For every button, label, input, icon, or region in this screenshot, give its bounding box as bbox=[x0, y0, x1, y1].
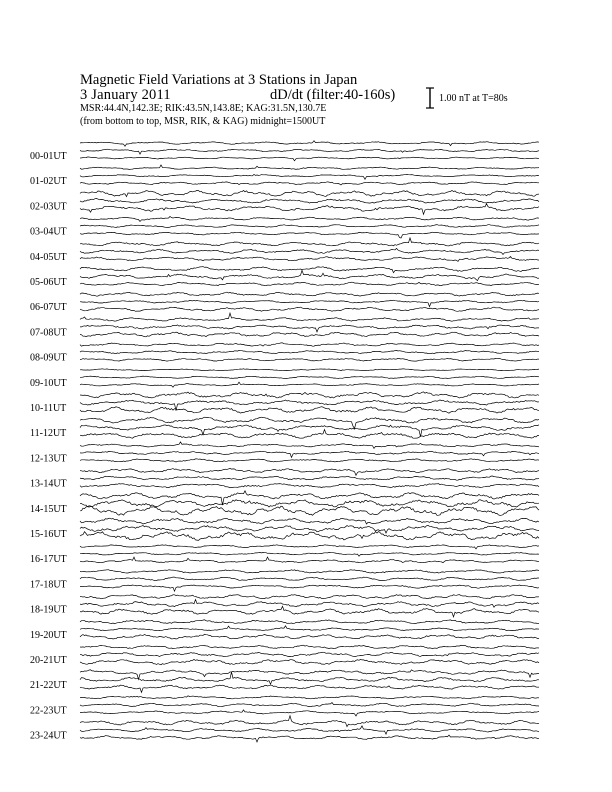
hour-row-label: 03-04UT bbox=[30, 226, 67, 238]
trace-msr bbox=[80, 332, 539, 337]
hour-row-label: 07-08UT bbox=[30, 327, 67, 339]
trace-rik bbox=[80, 425, 539, 437]
trace-kag bbox=[80, 518, 539, 524]
trace-kag bbox=[80, 392, 539, 398]
trace-kag bbox=[80, 620, 539, 624]
trace-rik bbox=[80, 199, 539, 204]
trace-kag bbox=[80, 545, 539, 549]
trace-rik bbox=[80, 626, 539, 631]
trace-rik bbox=[80, 451, 539, 457]
trace-msr bbox=[80, 257, 539, 262]
hour-row-label: 23-24UT bbox=[30, 730, 67, 742]
hour-row-label: 21-22UT bbox=[30, 680, 67, 692]
trace-rik bbox=[80, 270, 539, 280]
hour-row-label: 18-19UT bbox=[30, 604, 67, 616]
hour-row-label: 20-21UT bbox=[30, 655, 67, 666]
trace-rik bbox=[80, 376, 539, 378]
trace-msr bbox=[80, 358, 539, 361]
trace-kag bbox=[80, 165, 539, 170]
trace-kag bbox=[80, 645, 539, 649]
trace-msr bbox=[80, 182, 539, 185]
hour-row-label: 15-16UT bbox=[30, 529, 67, 540]
trace-rik bbox=[80, 726, 539, 734]
trace-kag bbox=[80, 190, 539, 196]
trace-rik bbox=[80, 552, 539, 556]
trace-rik bbox=[80, 500, 539, 507]
hour-row-label: 19-20UT bbox=[30, 629, 67, 641]
trace-rik bbox=[80, 248, 539, 254]
hour-row-label: 11-12UT bbox=[30, 428, 67, 440]
chart-date: 3 January 2011 bbox=[80, 87, 171, 103]
trace-msr bbox=[80, 157, 539, 161]
hour-row-label: 08-09UT bbox=[30, 352, 67, 364]
trace-rik bbox=[80, 300, 539, 306]
station-coordinates: MSR:44.4N,142.3E; RIK:43.5N,143.8E; KAG:31.5N,130.7E bbox=[80, 103, 327, 114]
trace-msr bbox=[80, 606, 539, 617]
hour-row-label: 16-17UT bbox=[30, 554, 67, 566]
hour-row-label: 05-06UT bbox=[30, 277, 67, 288]
trace-msr bbox=[80, 506, 539, 515]
hour-row-label: 13-14UT bbox=[30, 478, 67, 490]
trace-kag bbox=[80, 442, 539, 449]
trace-msr bbox=[80, 204, 539, 215]
trace-kag bbox=[80, 595, 539, 599]
hour-row-label: 14-15UT bbox=[30, 503, 67, 515]
hour-row-label: 04-05UT bbox=[30, 251, 67, 263]
trace-rik bbox=[80, 577, 539, 581]
trace-msr bbox=[80, 407, 539, 414]
trace-msr bbox=[80, 659, 539, 664]
trace-msr bbox=[80, 685, 539, 692]
trace-rik bbox=[80, 400, 539, 411]
trace-msr bbox=[80, 459, 539, 462]
trace-kag bbox=[80, 343, 539, 346]
trace-msr bbox=[80, 532, 539, 541]
trace-msr bbox=[80, 634, 539, 639]
trace-msr bbox=[80, 282, 539, 285]
trace-rik bbox=[80, 525, 539, 533]
chart-title: Magnetic Field Variations at 3 Stations in Japan bbox=[80, 72, 358, 88]
trace-msr bbox=[80, 382, 539, 387]
hour-row-label: 02-03UT bbox=[30, 201, 67, 213]
scale-label: 1.00 nT at T=80s bbox=[439, 93, 508, 104]
trace-kag bbox=[80, 267, 539, 273]
trace-rik bbox=[80, 476, 539, 480]
trace-kag bbox=[80, 570, 539, 573]
trace-msr bbox=[80, 710, 539, 716]
trace-kag bbox=[80, 238, 539, 246]
trace-msr bbox=[80, 735, 539, 742]
trace-kag bbox=[80, 369, 539, 371]
hour-row-label: 22-23UT bbox=[30, 705, 67, 717]
trace-msr bbox=[80, 484, 539, 488]
trace-rik bbox=[80, 600, 539, 608]
trace-rik bbox=[80, 350, 539, 353]
trace-msr bbox=[80, 430, 539, 439]
hour-row-label: 17-18UT bbox=[30, 579, 67, 591]
trace-kag bbox=[80, 468, 539, 475]
hour-row-label: 01-02UT bbox=[30, 176, 67, 188]
trace-msr bbox=[80, 232, 539, 238]
trace-kag bbox=[80, 313, 539, 321]
trace-rik bbox=[80, 174, 539, 179]
hour-row-label: 12-13UT bbox=[30, 453, 67, 465]
trace-msr bbox=[80, 557, 539, 563]
hour-row-label: 09-10UT bbox=[30, 377, 67, 389]
hour-row-label: 10-11UT bbox=[30, 403, 67, 414]
trace-msr bbox=[80, 307, 539, 311]
trace-kag bbox=[80, 696, 539, 699]
chart-quantity: dD/dt (filter:40-160s) bbox=[270, 87, 396, 103]
scale-bar bbox=[426, 88, 434, 108]
trace-kag bbox=[80, 217, 539, 222]
trace-kag bbox=[80, 716, 539, 727]
trace-kag bbox=[80, 292, 539, 296]
trace-rik bbox=[80, 149, 539, 154]
station-order-note: (from bottom to top, MSR, RIK, & KAG) midnight=1500UT bbox=[80, 116, 326, 127]
hour-row-label: 00-01UT bbox=[30, 151, 67, 162]
trace-kag bbox=[80, 670, 539, 680]
trace-rik bbox=[80, 652, 539, 657]
trace-rik bbox=[80, 703, 539, 707]
trace-kag bbox=[80, 141, 539, 147]
hour-row-label: 06-07UT bbox=[30, 302, 67, 314]
trace-msr bbox=[80, 585, 539, 591]
trace-rik bbox=[80, 225, 539, 228]
trace-rik bbox=[80, 325, 539, 332]
